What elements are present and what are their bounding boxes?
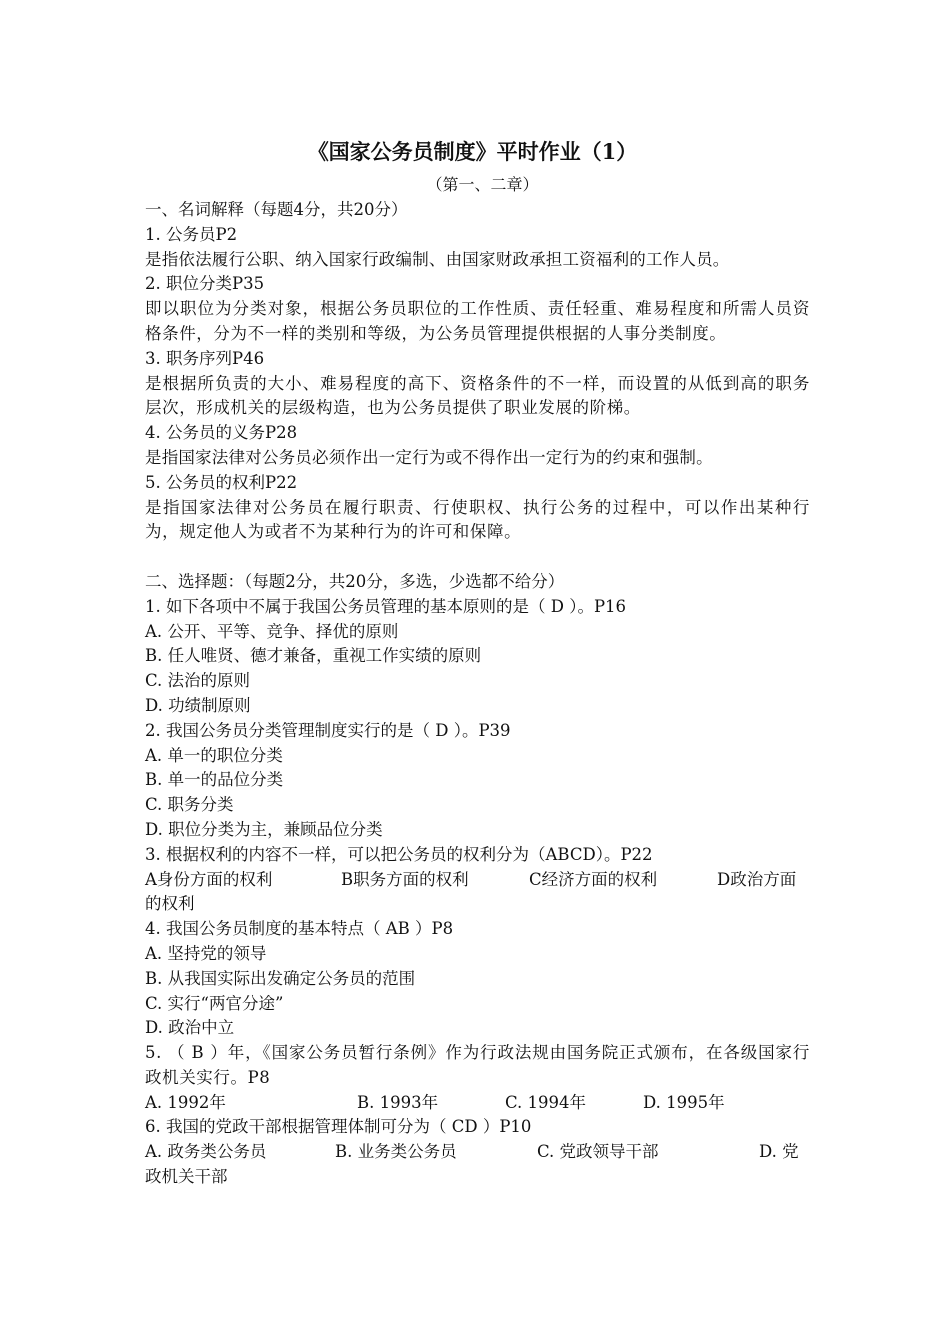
q6-option-d: D. 党 bbox=[759, 1142, 799, 1162]
term-3: 3. 职务序列P46 bbox=[145, 348, 265, 368]
question-5: 5. （ B ）年，《国家公务员暂行条例》作为行政法规由国务院正式颁布，在各级国家行政机关实行。P8 bbox=[145, 1043, 810, 1087]
q4-option-d: D. 政治中立 bbox=[145, 1018, 235, 1038]
definition-5: 是指国家法律对公务员在履行职责、行使职权、执行公务的过程中，可以作出某种行为，规定他人为或者不为某种行为的许可和保障。 bbox=[145, 497, 810, 542]
q3-option-c: C经济方面的权利 bbox=[529, 869, 658, 889]
q6-option-a: A. 政务类公务员 bbox=[145, 1142, 267, 1162]
page-subtitle: （第一、二章） bbox=[426, 175, 539, 194]
q1-option-a: A. 公开、平等、竞争、择优的原则 bbox=[145, 621, 399, 641]
q3-option-a: A身份方面的权利 bbox=[145, 869, 273, 889]
term-4: 4. 公务员的义务P28 bbox=[145, 423, 298, 443]
term-5: 5. 公务员的权利P22 bbox=[145, 472, 298, 492]
question-4: 4. 我国公务员制度的基本特点（ AB ）P8 bbox=[145, 919, 454, 939]
q5-options-row bbox=[145, 1091, 810, 1116]
question-2: 2. 我国公务员分类管理制度实行的是（ D ）。P39 bbox=[145, 720, 511, 740]
q1-option-d: D. 功绩制原则 bbox=[145, 695, 251, 715]
definition-4: 是指国家法律对公务员必须作出一定行为或不得作出一定行为的约束和强制。 bbox=[145, 447, 713, 467]
document-page bbox=[145, 132, 810, 1190]
question-1: 1. 如下各项中不属于我国公务员管理的基本原则的是（ D ）。P16 bbox=[145, 596, 627, 616]
q3-option-b: B职务方面的权利 bbox=[341, 869, 469, 889]
q6-options-row bbox=[145, 1140, 810, 1165]
q4-option-b: B. 从我国实际出发确定公务员的范围 bbox=[145, 968, 416, 988]
section1-heading: 一、名词解释（每题4分，共20分） bbox=[145, 200, 408, 219]
q2-option-b: B. 单一的品位分类 bbox=[145, 770, 284, 790]
term-1: 1. 公务员P2 bbox=[145, 224, 238, 244]
q2-option-c: C. 职务分类 bbox=[145, 795, 234, 815]
definition-2: 即以职位为分类对象，根据公务员职位的工作性质、责任轻重、难易程度和所需人员资格条件，分为不一样的类别和等级，为公务员管理提供根据的人事分类制度。 bbox=[145, 299, 810, 343]
q1-option-b: B. 任人唯贤、德才兼备，重视工作实绩的原则 bbox=[145, 646, 482, 666]
q3-option-d-continued: 的权利 bbox=[145, 894, 195, 914]
q6-option-d-continued: 政机关干部 bbox=[145, 1167, 228, 1187]
q2-option-d: D. 职位分类为主，兼顾品位分类 bbox=[145, 819, 383, 839]
definition-3: 是根据所负责的大小、难易程度的高下、资格条件的不一样，而设置的从低到高的职务层次，形成机关的层级构造，也为公务员提供了职业发展的阶梯。 bbox=[145, 373, 810, 418]
page-title: 《国家公务员制度》平时作业（1） bbox=[307, 139, 638, 164]
section2-heading: 二、选择题：（每题2分，共20分，多选，少选都不给分） bbox=[145, 571, 565, 591]
q2-option-a: A. 单一的职位分类 bbox=[145, 745, 283, 765]
q5-option-a: A. 1992年 bbox=[145, 1092, 226, 1112]
spacer bbox=[145, 545, 810, 570]
q5-option-b: B. 1993年 bbox=[357, 1092, 439, 1112]
q4-option-a: A. 坚持党的领导 bbox=[145, 943, 267, 963]
term-2: 2. 职位分类P35 bbox=[145, 274, 265, 294]
definition-1: 是指依法履行公职、纳入国家行政编制、由国家财政承担工资福利的工作人员。 bbox=[145, 249, 730, 269]
q1-option-c: C. 法治的原则 bbox=[145, 671, 251, 691]
question-3: 3. 根据权利的内容不一样，可以把公务员的权利分为（ABCD）。P22 bbox=[145, 844, 653, 864]
q4-option-c: C. 实行“两官分途” bbox=[145, 993, 284, 1013]
q5-option-c: C. 1994年 bbox=[505, 1092, 587, 1112]
q6-option-c: C. 党政领导干部 bbox=[537, 1142, 659, 1162]
question-6: 6. 我国的党政干部根据管理体制可分为（ CD ）P10 bbox=[145, 1117, 532, 1137]
q3-options-row bbox=[145, 868, 810, 893]
q5-option-d: D. 1995年 bbox=[643, 1092, 725, 1112]
q3-option-d: D政治方面 bbox=[717, 869, 797, 889]
q6-option-b: B. 业务类公务员 bbox=[335, 1142, 457, 1162]
